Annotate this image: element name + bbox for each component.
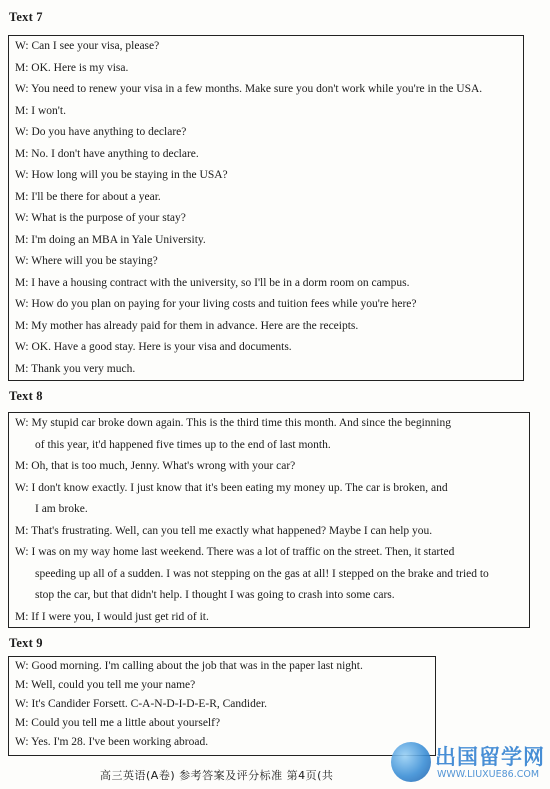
text7-line: M: Thank you very much.: [15, 363, 136, 375]
text8-line: I am broke.: [35, 503, 88, 515]
text7-line: W: Can I see your visa, please?: [15, 40, 160, 52]
text8-line: W: I was on my way home last weekend. There was a lot of traffic on the street. Then, it started: [15, 546, 455, 558]
text8-line: M: Oh, that is too much, Jenny. What's wrong with your car?: [15, 460, 296, 472]
text7-line: M: I'm doing an MBA in Yale University.: [15, 234, 206, 246]
text7-line: M: My mother has already paid for them in advance. Here are the receipts.: [15, 320, 359, 332]
text7-line: W: OK. Have a good stay. Here is your visa and documents.: [15, 341, 292, 353]
text9-transcript-box: [8, 656, 436, 756]
text8-line: of this year, it'd happened five times up to the end of last month.: [35, 439, 331, 451]
text8-line: W: My stupid car broke down again. This is the third time this month. And since the beginning: [15, 417, 451, 429]
text7-line: M: I won't.: [15, 105, 66, 117]
text8-line: speeding up all of a sudden. I was not stepping on the gas at all! I stepped on the brake and tried to: [35, 568, 489, 580]
text7-transcript-box: [8, 35, 524, 381]
text8-line: stop the car, but that didn't help. I thought I was going to crash into some cars.: [35, 589, 395, 601]
text8-line: M: That's frustrating. Well, can you tell me exactly what happened? Maybe I can help you.: [15, 525, 433, 537]
text8-transcript-box: [8, 412, 530, 628]
globe-icon: [391, 742, 431, 782]
text7-line: W: How do you plan on paying for your living costs and tuition fees while you're here?: [15, 298, 417, 310]
text7-line: W: Where will you be staying?: [15, 255, 158, 267]
text7-line: M: No. I don't have anything to declare.: [15, 148, 199, 160]
text8-line: W: I don't know exactly. I just know that it's been eating my money up. The car is broken, and: [15, 482, 448, 494]
text7-line: M: I'll be there for about a year.: [15, 191, 161, 203]
watermark-brand: 出国留学网: [435, 745, 545, 769]
page-footer: 高三英语(A卷) 参考答案及评分标准 第4页(共: [100, 769, 334, 782]
text7-line: W: You need to renew your visa in a few months. Make sure you don't work while you're in the USA.: [15, 83, 483, 95]
text7-line: M: I have a housing contract with the university, so I'll be in a dorm room on campus.: [15, 277, 410, 289]
text7-title: Text 7: [9, 10, 43, 24]
text7-line: W: Do you have anything to declare?: [15, 126, 187, 138]
watermark-url: WWW.LIUXUE86.COM: [437, 769, 540, 780]
text9-line: M: Could you tell me a little about yourself?: [15, 717, 221, 729]
text7-line: M: OK. Here is my visa.: [15, 62, 129, 74]
text9-line: M: Well, could you tell me your name?: [15, 679, 196, 691]
text7-line: W: How long will you be staying in the USA?: [15, 169, 228, 181]
site-watermark: [387, 740, 547, 785]
text7-line: W: What is the purpose of your stay?: [15, 212, 186, 224]
text9-line: W: Yes. I'm 28. I've been working abroad.: [15, 736, 209, 748]
text8-line: M: If I were you, I would just get rid of it.: [15, 611, 209, 623]
text8-title: Text 8: [9, 389, 43, 403]
text9-line: W: Good morning. I'm calling about the job that was in the paper last night.: [15, 660, 363, 672]
text9-title: Text 9: [9, 636, 43, 650]
text9-line: W: It's Candider Forsett. C-A-N-D-I-D-E-R, Candider.: [15, 698, 268, 710]
